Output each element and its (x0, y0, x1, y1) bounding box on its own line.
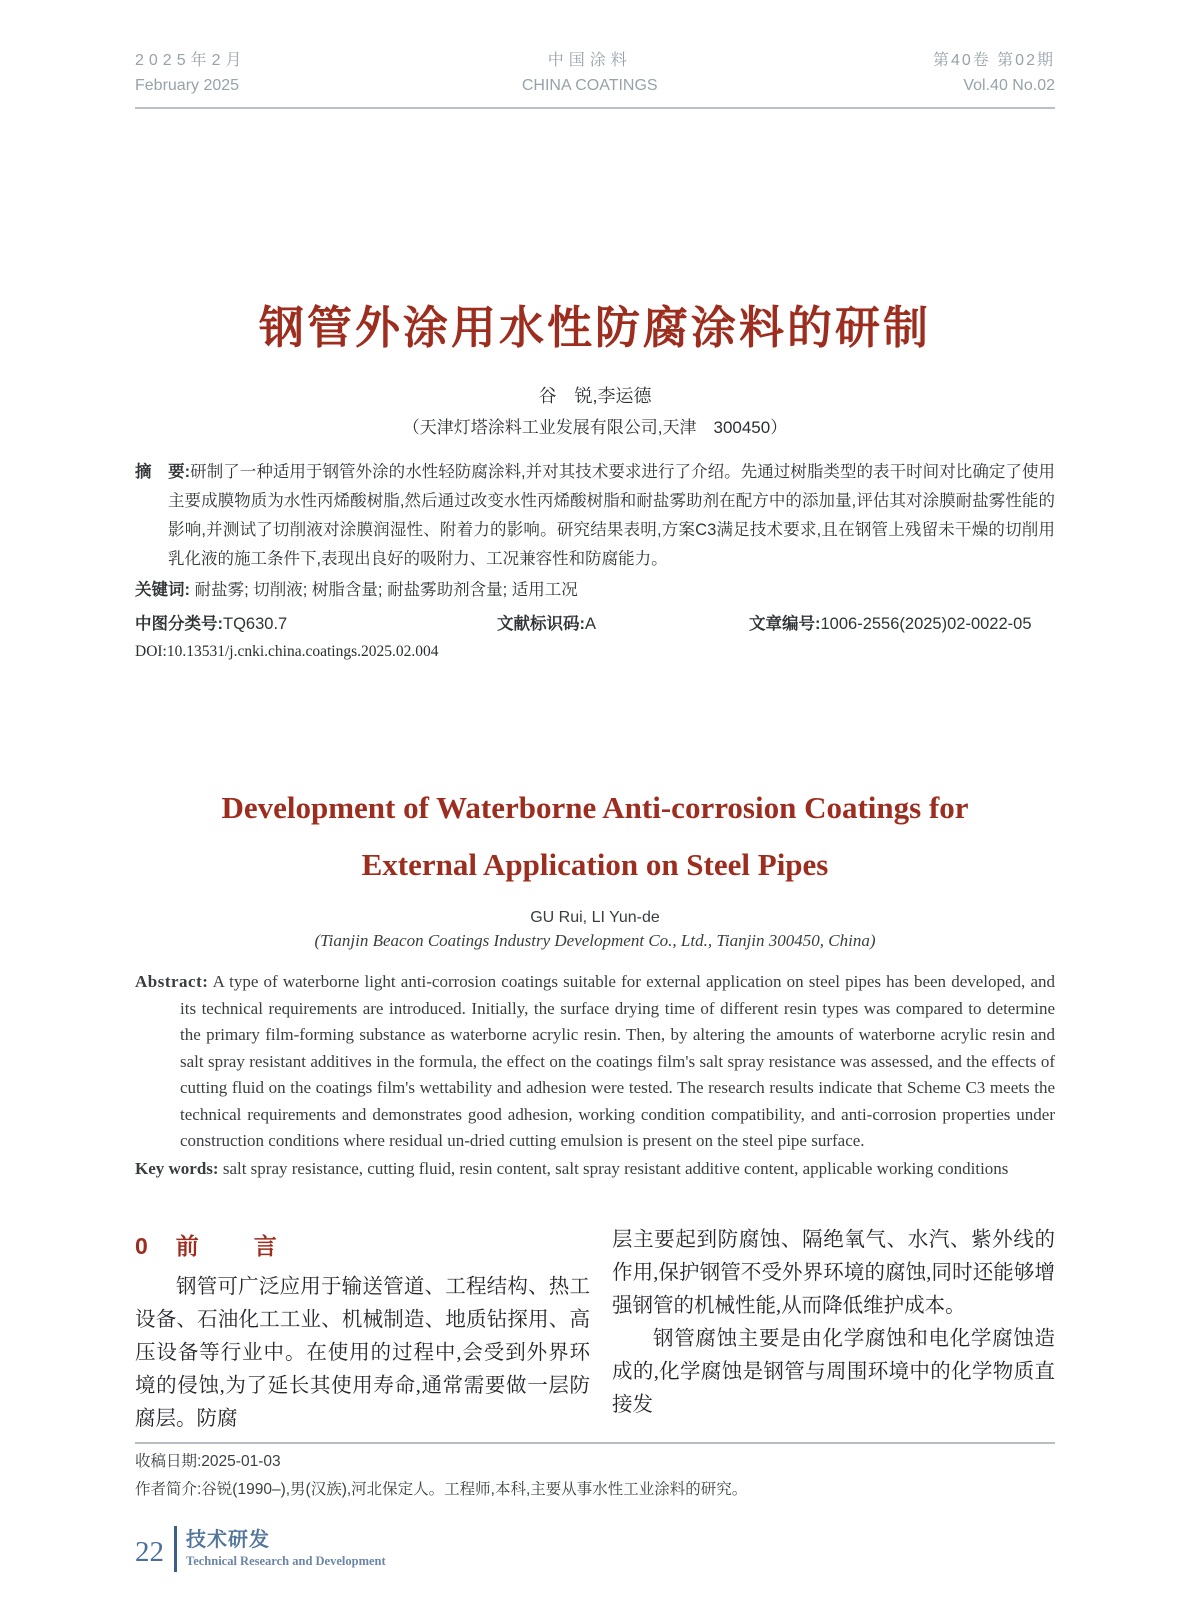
authors-zh: 谷 锐,李运德 (538, 386, 652, 406)
header-date-zh: 2025年2月 (135, 52, 247, 69)
footer-divider-bar (174, 1526, 177, 1572)
header-rule (135, 107, 1055, 109)
footer-column-name (186, 1528, 386, 1570)
article-id-label: 文章编号: (749, 615, 821, 633)
article-title-en (135, 779, 1055, 893)
body-paragraph: 钢管腐蚀主要是由化学腐蚀和电化学腐蚀造成的,化学腐蚀是钢管与周围环境中的化学物质直接发 (612, 1328, 1055, 1416)
page-number: 22 (135, 1535, 164, 1568)
article-title-en-line2: External Application on Steel Pipes (361, 847, 829, 882)
body-paragraph: 层主要起到防腐蚀、隔绝氧气、水汽、紫外线的作用,保护钢管不受外界环境的腐蚀,同时还能够增强钢管的机械性能,从而降低维护成本。 (612, 1229, 1055, 1317)
author-bio: 作者简介:谷锐(1990–),男(汉族),河北保定人。工程师,本科,主要从事水性工业涂料的研究。 (135, 1481, 748, 1498)
keywords-zh-label: 关键词: (135, 581, 190, 599)
abstract-en (135, 969, 1055, 1155)
footer-column-en: Technical Research and Development (186, 1554, 386, 1568)
authors-en: GU Rui, LI Yun-de (530, 909, 660, 926)
section-number: 0 (135, 1233, 148, 1259)
footnote-rule (135, 1442, 1055, 1444)
keywords-en-text: salt spray resistance, cutting fluid, resin content, salt spray resistant additive content, applicable working conditions (222, 1158, 1009, 1178)
classification-row (135, 611, 1055, 638)
article-id (749, 611, 1032, 638)
article-title-zh: 钢管外涂用水性防腐涂料的研制 (258, 302, 931, 353)
header-volume-zh: 第40卷 第02期 (932, 52, 1055, 69)
abstract-zh-label: 摘 要: (135, 463, 191, 481)
footer-column-zh: 技术研发 (186, 1529, 270, 1551)
journal-running-head (135, 48, 1055, 98)
abstract-en-text: A type of waterborne light anti-corrosion coatings suitable for external application on steel pipes has been developed, and its technical requirements are introduced. Initially, the surface drying time of different resin types was compared to determine the primary film-forming substance as waterborne acrylic resin. Then, by altering the amounts of waterborne acrylic resin and salt spray resistant additives in the formula, the effect on the coatings film's salt spray resistance was assessed, and the effects of cutting fluid on the coatings film's wettability and adhesion were tested. The research results indicate that Scheme C3 meets the technical requirements and demonstrates good adhesion, working condition compatibility, and anti-corrosion properties under construction conditions where residual un-dried cutting emulsion is present on the steel pipe surface. (180, 972, 1056, 1150)
header-date-en: February 2025 (135, 77, 240, 94)
document-code (497, 611, 749, 638)
doc-code-value: A (585, 615, 597, 633)
affiliation-zh: （天津灯塔涂料工业发展有限公司,天津 300450） (402, 418, 788, 437)
affiliation-en: (Tianjin Beacon Coatings Industry Development Co., Ltd., Tianjin 300450, China) (314, 931, 876, 950)
doc-code-label: 文献标识码: (497, 615, 585, 633)
keywords-en (135, 1156, 1055, 1183)
abstract-zh-text: 研制了一种适用于钢管外涂的水性轻防腐涂料,并对其技术要求进行了介绍。先通过树脂类型的表干时间对比确定了使用主要成膜物质为水性丙烯酸树脂,然后通过改变水性丙烯酸树脂和耐盐雾助剂在配方中的添加量,评估其对涂膜耐盐雾性能的影响,并测试了切削液对涂膜润湿性、附着力的影响。研究结果表明,方案C3满足技术要求,且在钢管上残留未干燥的切削用乳化液的施工条件下,表现出良好的吸附力、工况兼容性和防腐能力。 (168, 463, 1055, 568)
keywords-en-label: Key words: (135, 1158, 219, 1178)
keywords-zh-text: 耐盐雾; 切削液; 树脂含量; 耐盐雾助剂含量; 适用工况 (194, 581, 578, 599)
section-heading-0 (135, 1228, 590, 1261)
keywords-zh (135, 576, 1055, 605)
clc-value: TQ630.7 (223, 615, 288, 633)
body-paragraph: 钢管可广泛应用于输送管道、工程结构、热工设备、石油化工工业、机械制造、地质钻探用、高压设备等行业中。在使用的过程中,会受到外界环境的侵蚀,为了延长其使用寿命,通常需要做一层防腐层。防腐 (135, 1276, 590, 1430)
article-title-en-line1: Development of Waterborne Anti-corrosion Coatings for (221, 790, 969, 825)
section-title: 前 言 (175, 1233, 293, 1259)
body-column-left (135, 1228, 590, 1436)
clc-number (135, 611, 497, 638)
doi: DOI:10.13531/j.cnki.china.coatings.2025.02.004 (135, 643, 439, 660)
clc-label: 中图分类号: (135, 615, 223, 633)
abstract-zh (135, 458, 1055, 574)
page-footer (135, 1526, 1055, 1572)
body-columns (135, 1228, 1055, 1436)
header-journal-name (522, 48, 658, 98)
header-journal-zh: 中国涂料 (547, 52, 632, 69)
article-id-value: 1006-2556(2025)02-0022-05 (820, 615, 1032, 633)
header-volume-issue (933, 48, 1055, 98)
header-date (135, 48, 247, 98)
abstract-en-label: Abstract: (135, 972, 209, 991)
body-column-right (612, 1224, 1055, 1436)
header-journal-en: CHINA COATINGS (521, 77, 658, 94)
header-volume-en: Vol.40 No.02 (963, 77, 1055, 94)
received-date: 收稿日期:2025-01-03 (135, 1453, 281, 1470)
